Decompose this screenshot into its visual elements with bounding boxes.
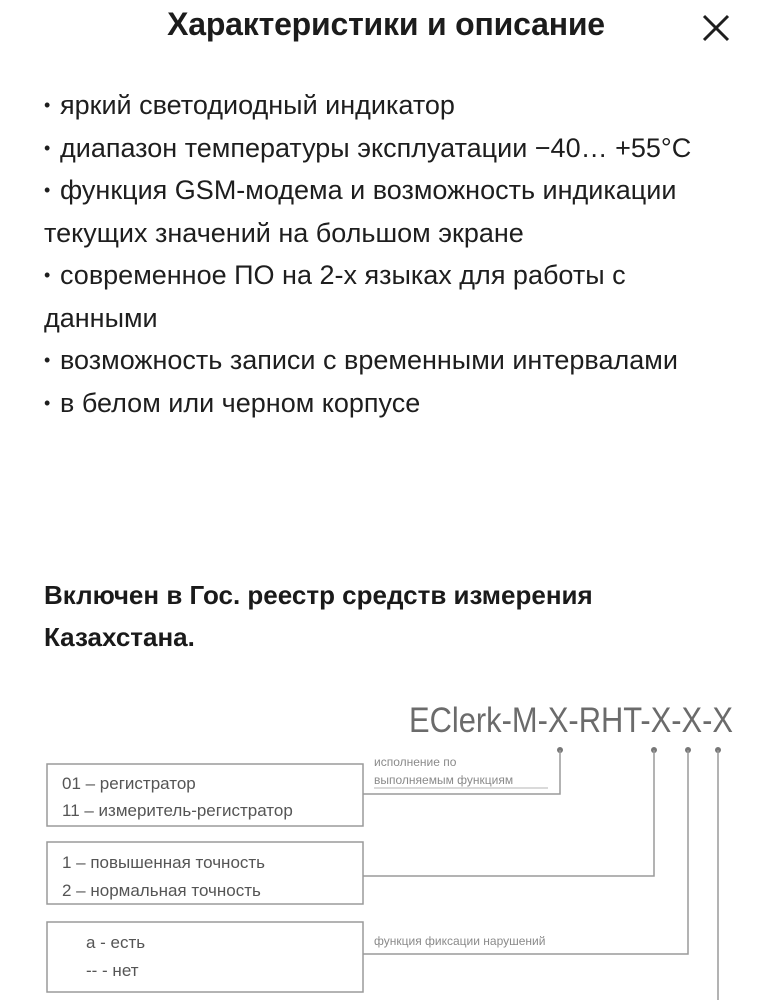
bullet: • — [44, 265, 51, 285]
list-item — [44, 169, 724, 254]
model-code: EClerk-M-X-RHT-X-X-X — [409, 701, 733, 740]
feature-text: современное ПО на 2-х языках для работы с данными — [44, 260, 626, 333]
function-caption: исполнение по — [374, 755, 457, 769]
feature-list — [44, 84, 724, 424]
close-icon — [694, 6, 738, 50]
bullet: • — [44, 180, 51, 200]
feature-text: возможность записи с временными интервалами — [60, 345, 678, 375]
option-line: 01 – регистратор — [62, 774, 196, 793]
list-item — [44, 127, 724, 170]
option-line: -- - нет — [86, 961, 139, 980]
feature-text: функция GSM-модема и возможность индикации текущих значений на большом экране — [44, 175, 677, 248]
option-line: а - есть — [86, 933, 146, 952]
bullet: • — [44, 392, 51, 413]
feature-text: яркий светодиодный индикатор — [60, 90, 455, 120]
model-code-diagram — [0, 690, 772, 1000]
list-item — [44, 339, 724, 382]
option-line: 2 – нормальная точность — [62, 881, 261, 900]
feature-text: диапазон температуры эксплуатации −40… +55°С — [60, 132, 692, 163]
page-title: Характеристики и описание — [167, 6, 605, 42]
close-button[interactable] — [694, 6, 738, 50]
registry-note: Включен в Гос. реестр средств измерения Казахстана. — [44, 580, 593, 652]
list-item — [44, 382, 724, 425]
bullet: • — [44, 137, 51, 158]
bullet: • — [44, 95, 51, 115]
option-line: 11 – измеритель-регистратор — [62, 801, 293, 820]
function-caption: функция фиксации нарушений — [374, 934, 546, 948]
feature-text: в белом или черном корпусе — [60, 387, 421, 418]
list-item — [44, 84, 724, 127]
option-line: 1 – повышенная точность — [62, 853, 266, 872]
list-item — [44, 254, 724, 339]
function-caption: выполняемым функциям — [374, 773, 514, 787]
bullet: • — [44, 350, 51, 370]
header-bar — [0, 0, 772, 56]
